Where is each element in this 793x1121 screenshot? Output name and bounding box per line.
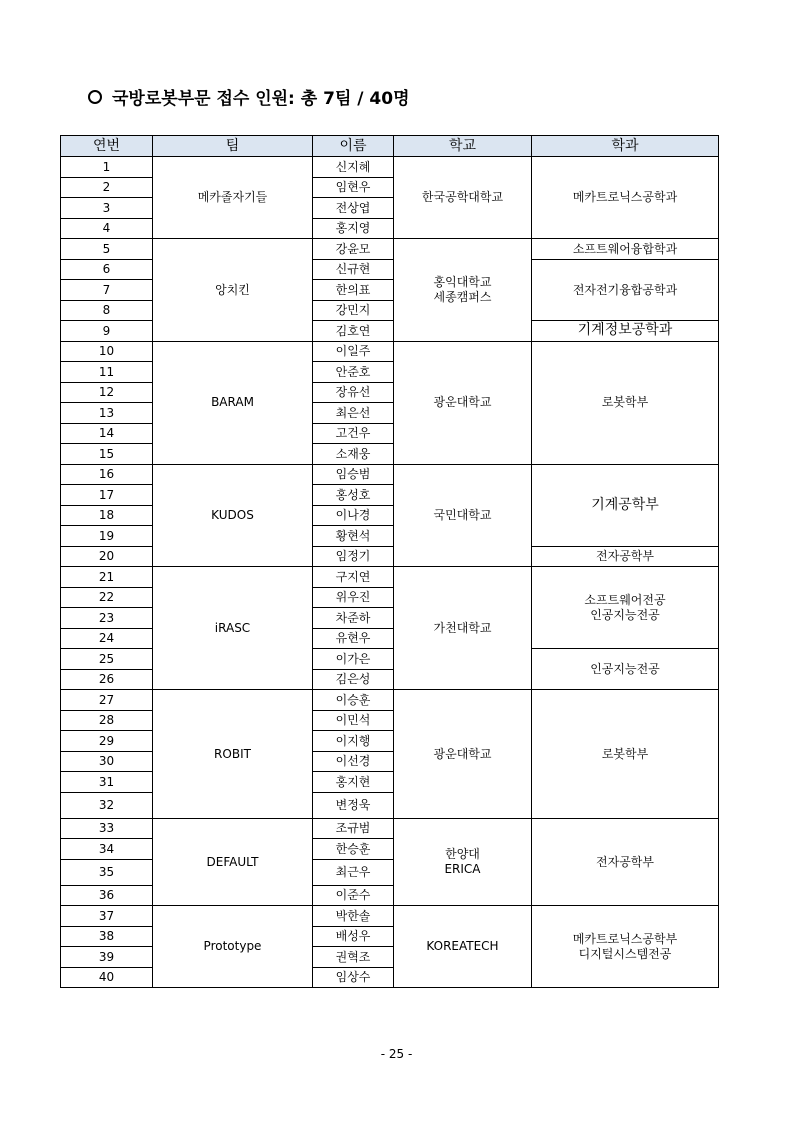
cell-name: 소재웅 xyxy=(313,444,394,465)
cell-school xyxy=(394,906,532,988)
cell-name: 권혁조 xyxy=(313,947,394,968)
table-row xyxy=(61,567,719,588)
school-line: 한국공학대학교 xyxy=(421,190,504,205)
cell-no: 23 xyxy=(61,608,153,629)
table-row xyxy=(61,341,719,362)
cell-no: 35 xyxy=(61,859,153,885)
cell-no: 34 xyxy=(61,839,153,860)
department-line: 전자공학부 xyxy=(596,549,654,564)
cell-team: iRASC xyxy=(153,567,313,690)
department-line: 인공지능전공 xyxy=(590,607,660,622)
department-line: 로봇학부 xyxy=(601,746,649,761)
page-number: - 25 - xyxy=(380,1047,413,1061)
header-name: 이름 xyxy=(313,136,394,157)
cell-team: BARAM xyxy=(153,341,313,464)
cell-name: 홍지영 xyxy=(313,218,394,239)
department-line: 디지털시스템전공 xyxy=(578,946,672,961)
department-line: 메카트로닉스공학부 xyxy=(572,932,678,947)
cell-no: 2 xyxy=(61,177,153,198)
cell-name: 배성우 xyxy=(313,926,394,947)
cell-no: 16 xyxy=(61,464,153,485)
school-line: 세종캠퍼스 xyxy=(433,289,492,304)
cell-name: 임상수 xyxy=(313,967,394,988)
cell-no: 21 xyxy=(61,567,153,588)
cell-no: 38 xyxy=(61,926,153,947)
header-team: 팀 xyxy=(153,136,313,157)
cell-school xyxy=(394,341,532,464)
table-row xyxy=(61,239,719,260)
cell-name: 전상엽 xyxy=(313,198,394,219)
cell-name: 신규현 xyxy=(313,259,394,280)
cell-no: 29 xyxy=(61,731,153,752)
cell-no: 33 xyxy=(61,818,153,839)
cell-school xyxy=(394,157,532,239)
cell-no: 30 xyxy=(61,751,153,772)
cell-department xyxy=(532,239,719,260)
table-row xyxy=(61,464,719,485)
header-department: 학과 xyxy=(532,136,719,157)
cell-school xyxy=(394,239,532,342)
cell-department xyxy=(532,321,719,342)
cell-no: 37 xyxy=(61,906,153,927)
cell-name: 이나경 xyxy=(313,505,394,526)
school-line: ERICA xyxy=(444,861,481,876)
cell-name: 강민지 xyxy=(313,300,394,321)
cell-department xyxy=(532,690,719,819)
cell-name: 임정기 xyxy=(313,546,394,567)
heading-text: 국방로봇부문 접수 인원: 총 7팀 / 40명 xyxy=(112,89,410,109)
cell-name: 안준호 xyxy=(313,362,394,383)
cell-no: 39 xyxy=(61,947,153,968)
cell-name: 이가은 xyxy=(313,649,394,670)
cell-department xyxy=(532,649,719,690)
cell-no: 32 xyxy=(61,792,153,818)
cell-no: 5 xyxy=(61,239,153,260)
cell-name: 황현석 xyxy=(313,526,394,547)
cell-team: 앙치킨 xyxy=(153,239,313,342)
cell-no: 3 xyxy=(61,198,153,219)
cell-name: 이지행 xyxy=(313,731,394,752)
table-body xyxy=(61,157,719,988)
cell-name: 최은선 xyxy=(313,403,394,424)
cell-no: 10 xyxy=(61,341,153,362)
cell-name: 차준하 xyxy=(313,608,394,629)
cell-no: 14 xyxy=(61,423,153,444)
cell-name: 장유선 xyxy=(313,382,394,403)
cell-no: 27 xyxy=(61,690,153,711)
cell-name: 변정욱 xyxy=(313,792,394,818)
cell-no: 19 xyxy=(61,526,153,547)
cell-name: 유현우 xyxy=(313,628,394,649)
table-row xyxy=(61,906,719,927)
cell-school xyxy=(394,690,532,819)
school-line: KOREATECH xyxy=(426,939,499,954)
cell-department xyxy=(532,567,719,649)
cell-name: 고건우 xyxy=(313,423,394,444)
cell-school xyxy=(394,567,532,690)
school-line: 가천대학교 xyxy=(433,620,492,635)
cell-school xyxy=(394,464,532,567)
department-line: 소프트웨어전공 xyxy=(584,593,666,608)
cell-name: 김호연 xyxy=(313,321,394,342)
cell-team: KUDOS xyxy=(153,464,313,567)
cell-no: 40 xyxy=(61,967,153,988)
header-school: 학교 xyxy=(394,136,532,157)
cell-no: 20 xyxy=(61,546,153,567)
cell-no: 28 xyxy=(61,710,153,731)
cell-no: 15 xyxy=(61,444,153,465)
cell-name: 이선경 xyxy=(313,751,394,772)
cell-no: 1 xyxy=(61,157,153,178)
section-heading xyxy=(88,84,410,109)
table-row xyxy=(61,818,719,839)
cell-name: 한의표 xyxy=(313,280,394,301)
cell-school xyxy=(394,818,532,906)
school-line: 국민대학교 xyxy=(433,508,492,523)
cell-no: 26 xyxy=(61,669,153,690)
cell-department xyxy=(532,546,719,567)
department-line: 기계공학부 xyxy=(591,496,659,513)
cell-no: 18 xyxy=(61,505,153,526)
cell-name: 홍지현 xyxy=(313,772,394,793)
cell-no: 6 xyxy=(61,259,153,280)
cell-no: 36 xyxy=(61,885,153,906)
cell-name: 이준수 xyxy=(313,885,394,906)
table-header-row xyxy=(61,136,719,157)
cell-department xyxy=(532,259,719,321)
department-line: 기계정보공학과 xyxy=(577,322,673,339)
cell-no: 22 xyxy=(61,587,153,608)
department-line: 전자공학부 xyxy=(596,854,654,869)
header-no: 연번 xyxy=(61,136,153,157)
cell-name: 이일주 xyxy=(313,341,394,362)
cell-department xyxy=(532,464,719,546)
school-line: 한양대 xyxy=(445,847,480,862)
cell-name: 강윤모 xyxy=(313,239,394,260)
cell-name: 임현우 xyxy=(313,177,394,198)
cell-team: ROBIT xyxy=(153,690,313,819)
department-line: 인공지능전공 xyxy=(590,661,660,676)
participant-table xyxy=(60,135,719,988)
cell-no: 25 xyxy=(61,649,153,670)
cell-team: Prototype xyxy=(153,906,313,988)
department-line: 소프트웨어융합학과 xyxy=(572,241,678,256)
cell-name: 신지혜 xyxy=(313,157,394,178)
cell-name: 최근우 xyxy=(313,859,394,885)
cell-name: 한승훈 xyxy=(313,839,394,860)
cell-name: 임승범 xyxy=(313,464,394,485)
cell-no: 17 xyxy=(61,485,153,506)
cell-department xyxy=(532,341,719,464)
cell-department xyxy=(532,818,719,906)
cell-name: 김은성 xyxy=(313,669,394,690)
school-line: 광운대학교 xyxy=(433,395,492,410)
cell-name: 이승훈 xyxy=(313,690,394,711)
cell-department xyxy=(532,906,719,988)
department-line: 로봇학부 xyxy=(601,395,649,410)
table-row xyxy=(61,157,719,178)
cell-no: 24 xyxy=(61,628,153,649)
cell-department xyxy=(532,157,719,239)
cell-no: 8 xyxy=(61,300,153,321)
cell-name: 홍성호 xyxy=(313,485,394,506)
department-line: 전자전기융합공학과 xyxy=(572,282,678,297)
cell-name: 구지연 xyxy=(313,567,394,588)
cell-no: 7 xyxy=(61,280,153,301)
cell-no: 4 xyxy=(61,218,153,239)
cell-name: 이민석 xyxy=(313,710,394,731)
cell-team: 메카졸자기들 xyxy=(153,157,313,239)
table-row xyxy=(61,690,719,711)
cell-no: 13 xyxy=(61,403,153,424)
department-line: 메카트로닉스공학과 xyxy=(572,190,678,205)
cell-no: 11 xyxy=(61,362,153,383)
circle-bullet-icon xyxy=(88,90,102,104)
school-line: 홍익대학교 xyxy=(433,275,492,290)
cell-name: 조규범 xyxy=(313,818,394,839)
cell-name: 박한솔 xyxy=(313,906,394,927)
cell-no: 12 xyxy=(61,382,153,403)
cell-no: 9 xyxy=(61,321,153,342)
cell-no: 31 xyxy=(61,772,153,793)
cell-team: DEFAULT xyxy=(153,818,313,906)
school-line: 광운대학교 xyxy=(433,746,492,761)
cell-name: 위우진 xyxy=(313,587,394,608)
